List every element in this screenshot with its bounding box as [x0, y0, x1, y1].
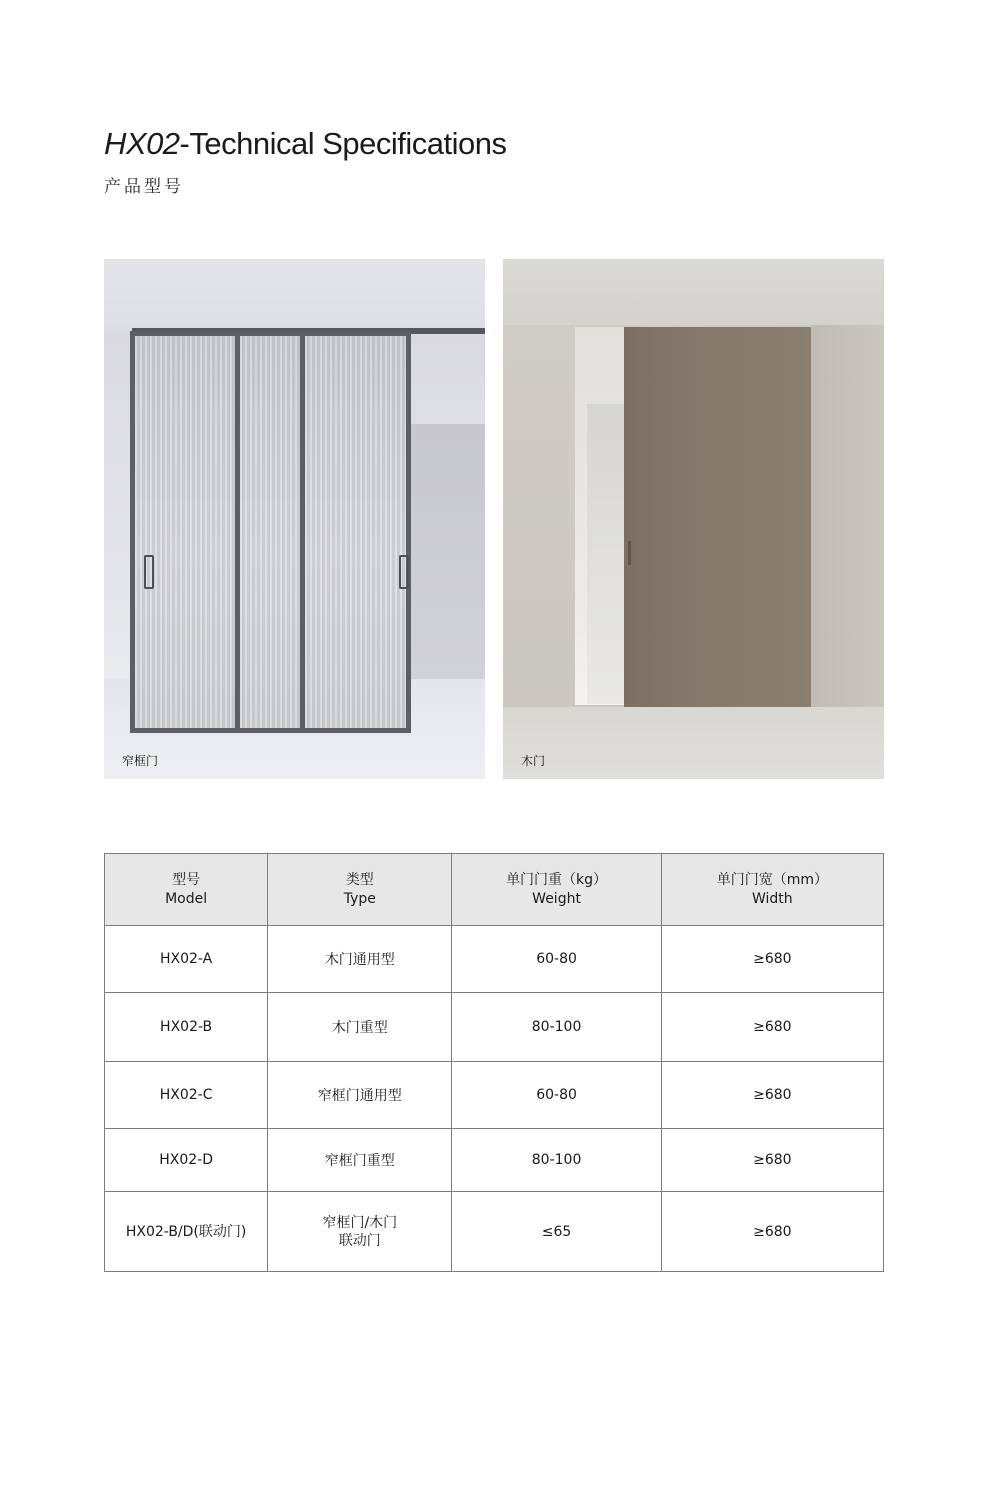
- header-zh: 类型: [345, 871, 374, 888]
- cell-type: [268, 993, 452, 1062]
- page-title: [104, 126, 507, 162]
- header-type: [268, 854, 452, 926]
- header-en: Model: [165, 890, 208, 907]
- title-model: HX02: [104, 126, 180, 161]
- cell-model: HX02-A: [105, 926, 268, 993]
- door-handle-icon: [144, 555, 154, 589]
- type-line: 木门通用型: [324, 952, 395, 968]
- cell-type: [268, 1062, 452, 1129]
- spec-table: [104, 853, 884, 1272]
- cell-model: HX02-B/D(联动门): [105, 1192, 268, 1272]
- cell-model: HX02-D: [105, 1129, 268, 1192]
- table-row: [105, 993, 884, 1062]
- door-handle-icon: [628, 541, 631, 565]
- cell-width: ≥680: [661, 1062, 883, 1129]
- cell-weight: 80-100: [452, 993, 661, 1062]
- cell-type: [268, 1129, 452, 1192]
- cell-type: [268, 926, 452, 993]
- cell-model: HX02-B: [105, 993, 268, 1062]
- door-mullion: [300, 333, 305, 731]
- type-line: 木门重型: [331, 1020, 388, 1036]
- door-handle-icon: [399, 555, 409, 589]
- cell-weight: 60-80: [452, 1062, 661, 1129]
- header-en: Type: [343, 890, 376, 907]
- photo-caption: 木门: [521, 754, 546, 768]
- header-en: Width: [752, 890, 793, 907]
- narrow-frame-door-photo: [104, 259, 485, 779]
- type-line: 窄框门/木门: [322, 1214, 398, 1231]
- glass-door-panel: [130, 331, 240, 733]
- type-line: 窄框门通用型: [317, 1088, 402, 1104]
- header-en: Weight: [532, 890, 581, 907]
- page-subtitle: 产品型号: [104, 177, 184, 197]
- header-zh: 型号: [172, 871, 201, 888]
- inner-wall: [411, 424, 485, 679]
- opening-light: [587, 404, 625, 704]
- floor: [503, 707, 884, 779]
- cell-width: ≥680: [661, 993, 883, 1062]
- header-width: [661, 854, 883, 926]
- cell-width: ≥680: [661, 1192, 883, 1272]
- cell-weight: 60-80: [452, 926, 661, 993]
- cell-width: ≥680: [661, 926, 883, 993]
- cell-type: [268, 1192, 452, 1272]
- table-header-row: [105, 854, 884, 926]
- title-text: -Technical Specifications: [179, 126, 507, 161]
- cell-weight: ≤65: [452, 1192, 661, 1272]
- table-row: [105, 926, 884, 993]
- table-row: [105, 1062, 884, 1129]
- cell-model: HX02-C: [105, 1062, 268, 1129]
- header-model: [105, 854, 268, 926]
- ceiling: [503, 259, 884, 325]
- glass-door-panel: [235, 331, 411, 733]
- table-row: [105, 1192, 884, 1272]
- header-weight: [452, 854, 661, 926]
- cell-weight: 80-100: [452, 1129, 661, 1192]
- wood-door-panel: [624, 327, 811, 707]
- type-line: 窄框门重型: [324, 1153, 395, 1169]
- photo-caption: 窄框门: [122, 754, 159, 768]
- table-row: [105, 1129, 884, 1192]
- cell-width: ≥680: [661, 1129, 883, 1192]
- header-zh: 单门门宽（mm）: [716, 871, 828, 888]
- side-wall: [811, 325, 884, 707]
- ceiling: [104, 259, 485, 329]
- header-zh: 单门门重（kg）: [506, 871, 608, 888]
- wood-door-photo: [503, 259, 884, 779]
- type-line: 联动门: [338, 1232, 381, 1249]
